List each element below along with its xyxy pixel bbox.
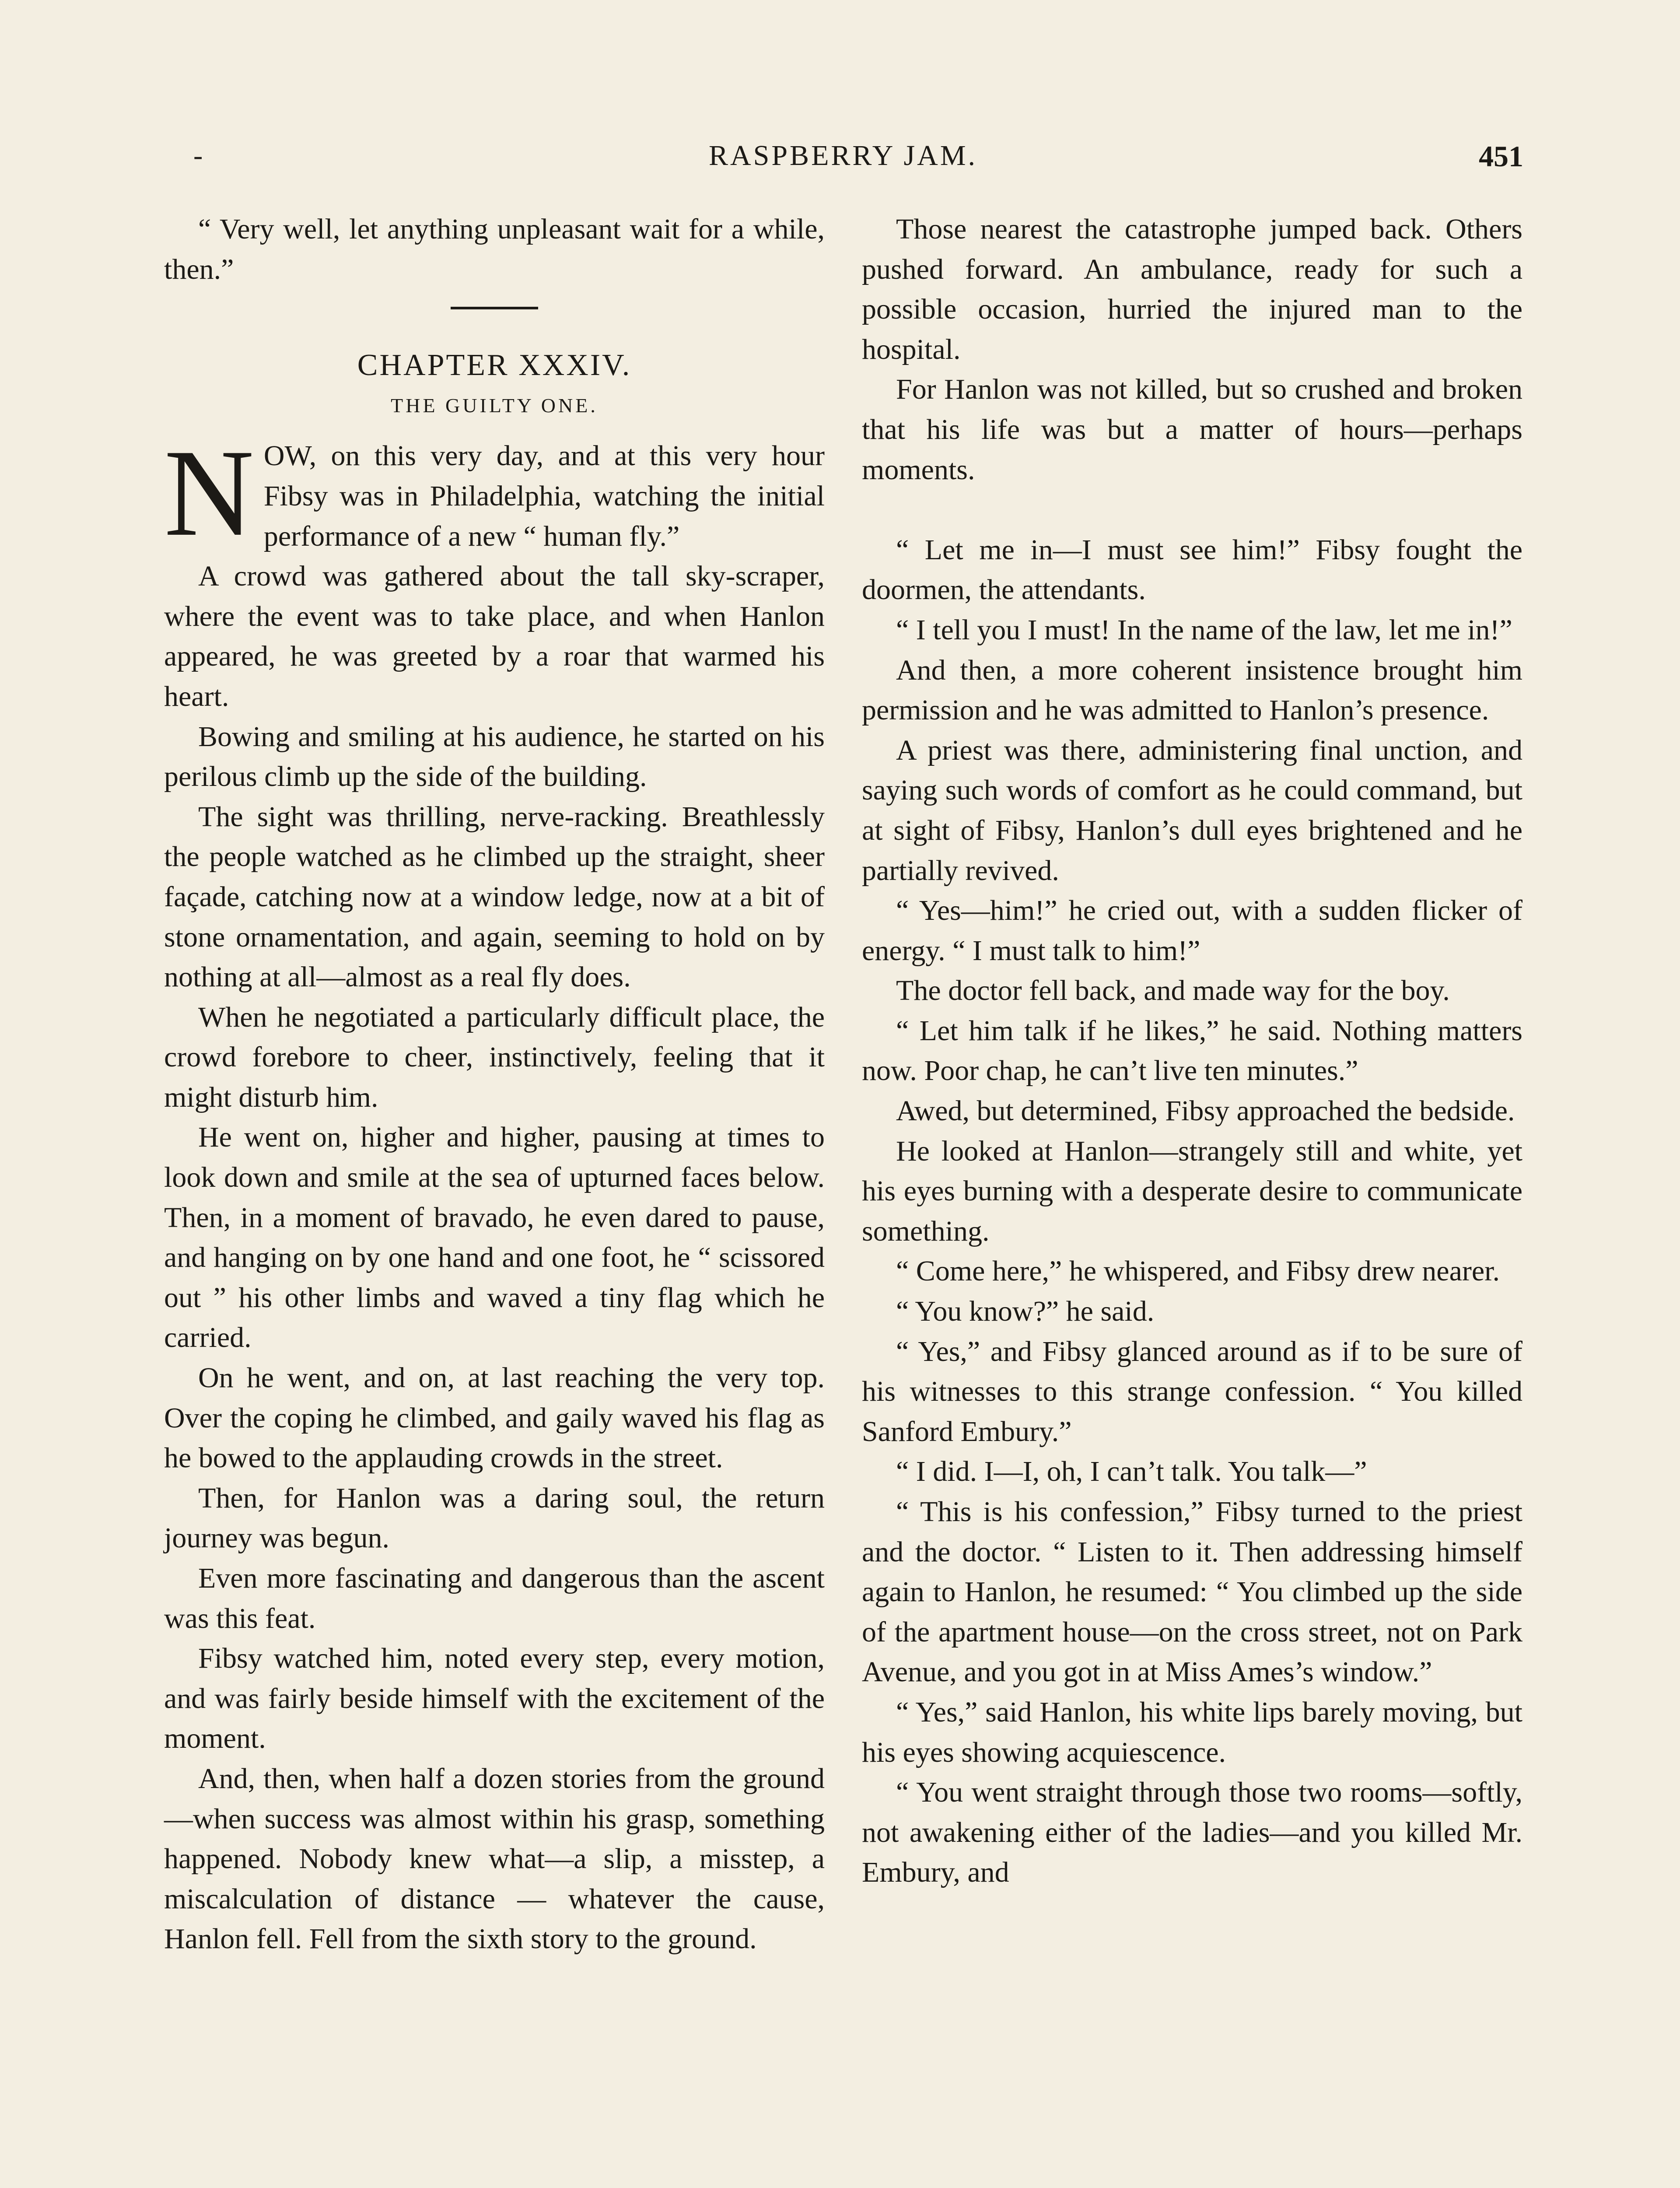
paragraph: “ Yes—him!” he cried out, with a sudden flicker of energy. “ I must talk to him!” [862, 894, 1522, 967]
page-number: 451 [1479, 140, 1523, 173]
paragraph: He went on, higher and higher, pausing at times to look down and smile at the sea of upturned faces below. Then, in a moment of bravado, he even dared to pause, and hanging on by one hand and one foot, he “ scissored out ” his other limbs and waved a tiny flag which he carried. [164, 1121, 825, 1354]
paragraph: “ Come here,” he whispered, and Fibsy drew nearer. [896, 1255, 1500, 1287]
paragraph: A crowd was gathered about the tall sky-scraper, where the event was to take place, and when Hanlon appeared, he was greeted by a roar that warmed his heart. [164, 560, 825, 712]
paragraph: “ Yes,” said Hanlon, his white lips barely moving, but his eyes showing acquiescence. [862, 1696, 1522, 1768]
header-dash: - [193, 140, 203, 171]
right-paragraphs-before-break [862, 209, 1522, 490]
paragraph: He looked at Hanlon—strangely still and white, yet his eyes burning with a desperate desire to communicate something. [862, 1135, 1522, 1247]
paragraph: Those nearest the catastrophe jumped back. Others pushed forward. An ambulance, ready for such a possible occasion, hurried the injured man to the hospital. [862, 213, 1522, 365]
paragraph: When he negotiated a particularly difficult place, the crowd forebore to cheer, instinctively, feeling that it might disturb him. [164, 1001, 825, 1113]
chapter-subtitle: THE GUILTY ONE. [391, 394, 598, 417]
scene-break [862, 490, 1522, 530]
paragraph: Bowing and smiling at his audience, he started on his perilous climb up the side of the building. [164, 720, 825, 793]
paragraph: And, then, when half a dozen stories from the ground—when success was almost within his grasp, something happened. Nobody knew what—a slip, a misstep, a miscalculation of distance — whatever the cause, Hanlon fell. Fell from the sixth story to the ground. [164, 1762, 825, 1955]
left-column [164, 209, 825, 1959]
paragraph: For Hanlon was not killed, but so crushed and broken that his life was but a matter of hours—perhaps moments. [862, 373, 1522, 486]
paragraph: “ I did. I—I, oh, I can’t talk. You talk—” [896, 1455, 1367, 1488]
paragraph: A priest was there, administering final unction, and saying such words of comfort as he could command, but at sight of Fibsy, Hanlon’s dull eyes brightened and he partially revived. [862, 734, 1522, 887]
paragraph: On he went, and on, at last reaching the very top. Over the coping he climbed, and gaily waved his flag as he bowed to the applauding crowds in the street. [164, 1362, 825, 1474]
paragraph: The sight was thrilling, nerve-racking. Breathlessly the people watched as he climbed up the straight, sheer façade, catching now at a window ledge, now at a bit of stone ornamentation, and again, seeming to hold on by nothing at all—almost as a real fly does. [164, 800, 825, 993]
paragraph: “ This is his confession,” Fibsy turned to the priest and the doctor. “ Listen to it. Then addressing himself again to Hanlon, he resumed: “ You climbed up the side of the apartment house—on the cross street, not on Park Avenue, and you got in at Miss Ames’s window.” [862, 1496, 1522, 1688]
paragraph: “ Yes,” and Fibsy glanced around as if to be sure of his witnesses to this strange confession. “ You killed Sanford Embury.” [862, 1335, 1522, 1448]
paragraph: “ Let him talk if he likes,” he said. Nothing matters now. Poor chap, he can’t live ten minutes.” [862, 1014, 1522, 1087]
running-title: RASPBERRY JAM. [708, 140, 978, 172]
opening-paragraph [164, 424, 825, 562]
opening-paragraph-text: OW, on this very day, and at this very hour Fibsy was in Philadelphia, watching the initial performance of a new “ human fly.” [263, 440, 825, 552]
page-header [163, 139, 1523, 187]
paragraph: And then, a more coherent insistence brought him permission and he was admitted to Hanlon’s presence. [862, 654, 1522, 726]
paragraph: “ I tell you I must! In the name of the law, let me in!” [896, 614, 1512, 646]
paragraph: Even more fascinating and dangerous than the ascent was this feat. [164, 1562, 825, 1634]
chapter-heading: CHAPTER XXXIV. [357, 348, 632, 382]
right-paragraphs-after-break [862, 530, 1522, 1893]
right-column [862, 209, 1522, 1893]
drop-cap: N [164, 424, 254, 562]
paragraph: Then, for Hanlon was a daring soul, the return journey was begun. [164, 1482, 825, 1554]
left-paragraphs [164, 556, 825, 1959]
intro-paragraph: “ Very well, let anything unpleasant wait for a while, then.” [164, 213, 825, 285]
section-divider [451, 307, 538, 309]
paragraph: “ Let me in—I must see him!” Fibsy fought the doormen, the attendants. [862, 533, 1522, 606]
paragraph: “ You went straight through those two rooms—softly, not awakening either of the ladies—and you killed Mr. Embury, and [862, 1776, 1522, 1889]
paragraph: The doctor fell back, and made way for the boy. [896, 975, 1450, 1007]
paragraph: Fibsy watched him, noted every step, every motion, and was fairly beside himself with the excitement of the moment. [164, 1642, 825, 1755]
paragraph: Awed, but determined, Fibsy approached the bedside. [896, 1095, 1515, 1127]
paragraph: “ You know?” he said. [896, 1295, 1155, 1328]
